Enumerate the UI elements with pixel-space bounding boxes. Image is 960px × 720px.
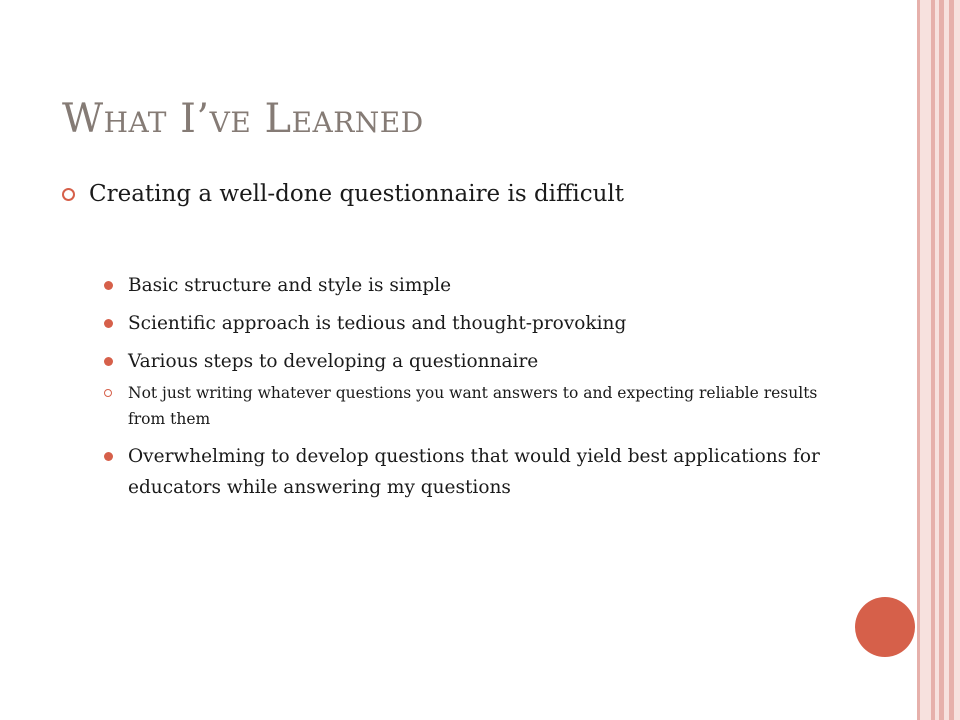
sub-bullet	[104, 270, 824, 301]
dot-bullet-icon	[104, 319, 113, 328]
sub-bullet-text: Scientific approach is tedious and thought-provoking	[128, 313, 627, 334]
dot-bullet-icon	[104, 357, 113, 366]
small-ring-bullet-icon	[104, 389, 112, 397]
nested-bullet	[104, 380, 824, 432]
sub-bullet	[104, 346, 824, 377]
sub-bullet	[104, 441, 824, 503]
ring-bullet-icon	[62, 188, 75, 201]
right-border-line	[931, 0, 935, 720]
sub-bullet-text: Various steps to developing a questionnaire	[128, 351, 539, 372]
dot-bullet-icon	[104, 452, 113, 461]
right-border-line	[939, 0, 944, 720]
right-border-line	[949, 0, 954, 720]
sub-bullet-text: Overwhelming to develop questions that would yield best applications for educators while answering my questions	[128, 446, 820, 498]
sub-bullet-list	[104, 270, 824, 510]
slide-title: What I’ve Learned	[62, 96, 424, 142]
sub-bullet	[104, 308, 824, 339]
sub-bullet-text: Basic structure and style is simple	[128, 275, 452, 296]
decorative-circle	[855, 597, 915, 657]
nested-bullet-text: Not just writing whatever questions you want answers to and expecting reliable results from them	[128, 384, 818, 428]
main-bullet	[62, 181, 624, 207]
right-border-line	[917, 0, 920, 720]
dot-bullet-icon	[104, 281, 113, 290]
main-bullet-text: Creating a well-done questionnaire is difficult	[89, 181, 625, 207]
